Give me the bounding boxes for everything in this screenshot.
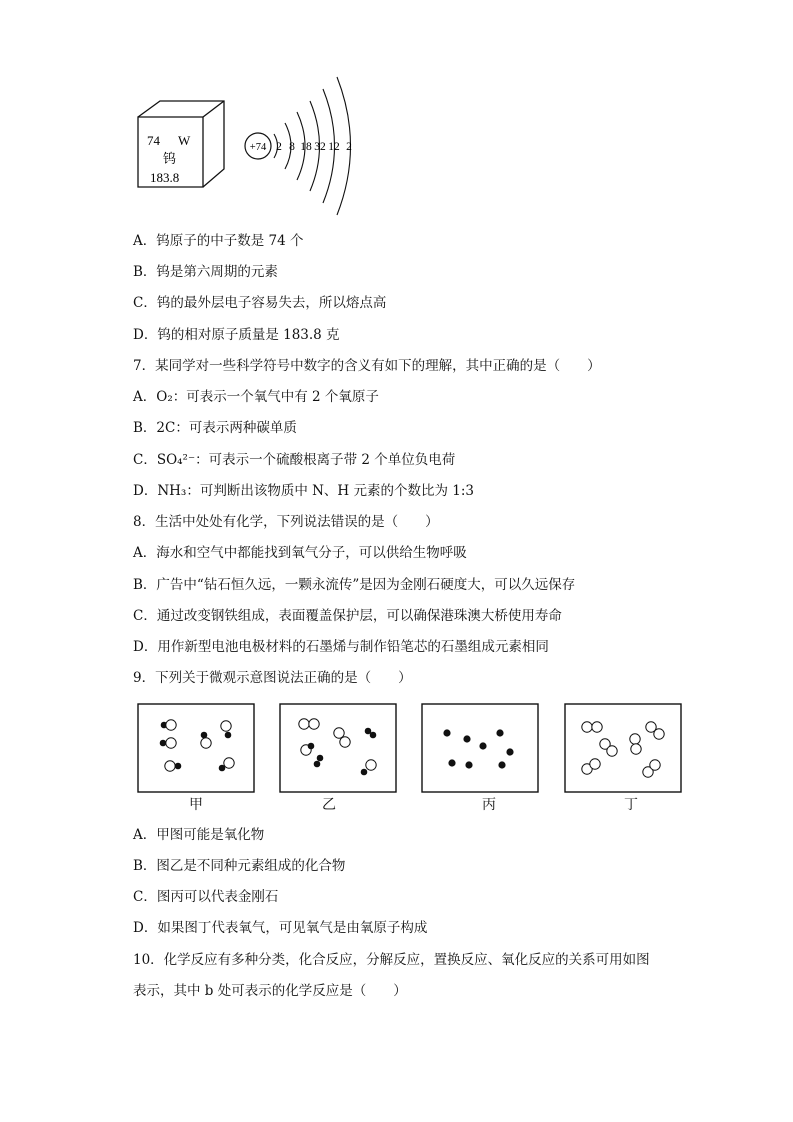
shell-count-6: 2: [346, 141, 352, 153]
q7-option-d: D．NH₃：可判断出该物质中 N、H 元素的个数比为 1:3: [133, 483, 475, 499]
atomic-mass: 183.8: [150, 170, 180, 185]
q6-option-a: A．钨原子的中子数是 74 个: [133, 233, 304, 249]
shell-count-1: 2: [276, 141, 282, 153]
shell-count-2: 8: [289, 141, 295, 153]
panel-ding-particles: [582, 722, 664, 777]
q7-stem: 7．某同学对一些科学符号中数字的含义有如下的理解，其中正确的是（ ）: [133, 358, 601, 374]
q8-option-b: B．广告中“钻石恒久远，一颗永流传”是因为金刚石硬度大，可以久远保存: [133, 577, 576, 593]
caption-jia: 甲: [189, 797, 203, 813]
shell-count-5: 12: [328, 141, 340, 153]
shell-count-3: 18: [300, 141, 312, 153]
q8-option-a: A．海水和空气中都能找到氧气分子，可以供给生物呼吸: [133, 545, 467, 561]
panel-bing-frame: [422, 704, 538, 792]
panel-jia-frame: [138, 704, 254, 792]
q10-stem-line-1: 10．化学反应有多种分类，化合反应，分解反应，置换反应、氧化反应的关系可用如图: [133, 952, 650, 968]
panel-yi-particles: [299, 719, 376, 775]
nucleus-charge: +74: [249, 142, 267, 153]
q9-stem: 9．下列关于微观示意图说法正确的是（ ）: [133, 670, 412, 686]
panel-jia-particles: [160, 720, 234, 771]
micro-diagram-panels: [136, 702, 686, 796]
q8-option-c: C．通过改变钢铁组成，表面覆盖保护层，可以确保港珠澳大桥使用寿命: [133, 608, 562, 624]
tungsten-figure: [130, 70, 370, 220]
caption-bing: 丙: [482, 797, 496, 813]
q6-option-b: B．钨是第六周期的元素: [133, 264, 278, 280]
caption-yi: 乙: [322, 797, 336, 813]
panel-bing-particles: [443, 729, 513, 768]
q8-stem: 8．生活中处处有化学，下列说法错误的是（ ）: [133, 514, 439, 530]
atomic-number: 74: [147, 133, 160, 148]
q10-stem-line-2: 表示，其中 b 处可表示的化学反应是（ ）: [133, 983, 407, 999]
q9-option-d: D．如果图丁代表氧气，可见氧气是由氧原子构成: [133, 920, 428, 936]
panel-ding-frame: [565, 704, 681, 792]
q8-option-d: D．用作新型电池电极材料的石墨烯与制作铅笔芯的石墨组成元素相同: [133, 639, 549, 655]
q9-option-a: A．甲图可能是氧化物: [133, 827, 265, 843]
panel-yi-frame: [280, 704, 396, 792]
q9-option-b: B．图乙是不同种元素组成的化合物: [133, 858, 346, 874]
q9-option-c: C．图丙可以代表金刚石: [133, 889, 279, 905]
shell-count-4: 32: [314, 141, 326, 153]
element-symbol: W: [178, 133, 191, 148]
element-name: 钨: [163, 152, 177, 167]
q6-option-c: C．钨的最外层电子容易失去，所以熔点高: [133, 295, 387, 311]
atom-structure-diagram: [245, 77, 352, 215]
q7-option-c: C．SO₄²⁻：可表示一个硫酸根离子带 2 个单位负电荷: [133, 452, 456, 468]
q7-option-a: A．O₂：可表示一个氧气中有 2 个氧原子: [133, 389, 379, 405]
q7-option-b: B．2C：可表示两种碳单质: [133, 420, 297, 436]
q6-option-d: D．钨的相对原子质量是 183.8 克: [133, 327, 340, 343]
caption-ding: 丁: [624, 797, 638, 813]
